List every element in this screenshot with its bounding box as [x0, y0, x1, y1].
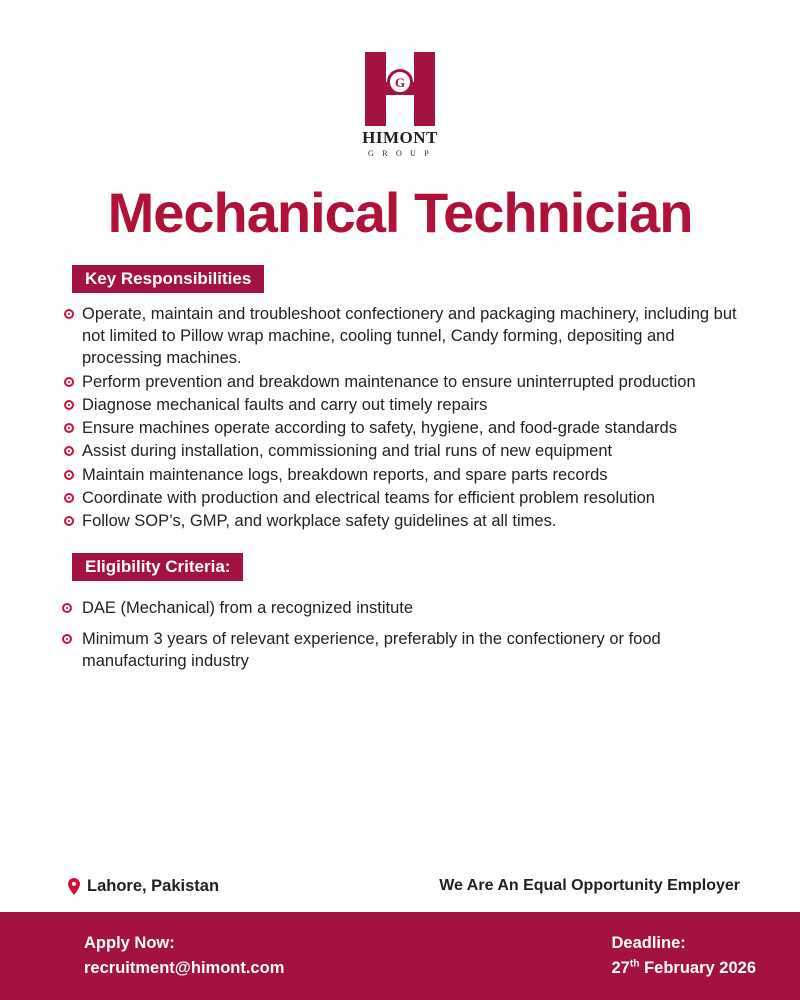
bullet-dot-icon: [64, 400, 74, 410]
bullet-dot-icon: [64, 309, 74, 319]
list-item: [64, 487, 742, 509]
bullet-dot-icon: [64, 377, 74, 387]
responsibilities-heading: Key Responsibilities: [72, 265, 264, 293]
list-item-text: Maintain maintenance logs, breakdown reports, and spare parts records: [82, 465, 608, 484]
map-pin-icon: [68, 878, 80, 895]
responsibilities-heading-row: [0, 265, 800, 293]
list-item-text: Operate, maintain and troubleshoot confectionery and packaging machinery, including but not limited to Pillow wrap machine, cooling tunnel, Candy forming, depositing and processing machines.: [82, 304, 737, 368]
logo-monogram-letter: G: [387, 69, 413, 95]
deadline-label: Deadline:: [611, 934, 686, 953]
company-logo: [0, 52, 800, 158]
list-item-text: Diagnose mechanical faults and carry out timely repairs: [82, 395, 488, 414]
list-item: [64, 371, 742, 393]
list-item-text: Coordinate with production and electrical teams for efficient problem resolution: [82, 488, 655, 507]
bullet-dot-icon: [62, 634, 72, 644]
eligibility-list: [0, 597, 800, 680]
list-item: [64, 394, 742, 416]
equal-opportunity-statement: We Are An Equal Opportunity Employer: [439, 877, 740, 894]
list-item-text: Perform prevention and breakdown maintenance to ensure uninterrupted production: [82, 372, 696, 391]
himont-h-monogram-icon: [350, 52, 450, 126]
page-title: Mechanical Technician: [107, 181, 693, 244]
deadline-block: [612, 931, 757, 981]
bullet-dot-icon: [64, 516, 74, 526]
list-item: [62, 597, 742, 619]
list-item-text: Follow SOP’s, GMP, and workplace safety guidelines at all times.: [82, 512, 557, 531]
list-item: [64, 464, 742, 486]
job-location-text: Lahore, Pakistan: [87, 877, 220, 895]
list-item-text: DAE (Mechanical) from a recognized institute: [82, 599, 414, 618]
list-item: [64, 417, 742, 439]
eligibility-heading-row: [0, 553, 800, 581]
deadline-ordinal: th: [629, 958, 640, 970]
bullet-dot-icon: [62, 603, 72, 613]
list-item-text: Ensure machines operate according to safety, hygiene, and food-grade standards: [82, 419, 677, 438]
list-item-text: Minimum 3 years of relevant experience, preferably in the confectionery or food manufacturing industry: [82, 629, 661, 670]
list-item: [64, 303, 742, 370]
eligibility-heading: Eligibility Criteria:: [72, 553, 243, 581]
list-item: [62, 628, 742, 673]
list-item: [64, 440, 742, 462]
bullet-dot-icon: [64, 493, 74, 503]
company-tagline: G R O U P: [368, 149, 432, 158]
job-location: [68, 877, 219, 896]
deadline-day: 27: [611, 959, 630, 977]
meta-row: [0, 877, 800, 912]
bullet-dot-icon: [64, 446, 74, 456]
deadline-date: [612, 956, 757, 981]
bullet-dot-icon: [64, 470, 74, 480]
bullet-dot-icon: [64, 423, 74, 433]
responsibilities-list: [0, 303, 800, 534]
list-item-text: Assist during installation, commissioning and trial runs of new equipment: [82, 442, 613, 461]
apply-label: Apply Now:: [84, 934, 175, 953]
deadline-rest: February 2026: [639, 959, 756, 977]
list-item: [64, 510, 742, 532]
company-name: HIMONT: [362, 128, 438, 147]
footer-band: [0, 912, 800, 1000]
apply-block: [84, 931, 284, 981]
apply-email[interactable]: recruitment@himont.com: [84, 959, 285, 977]
